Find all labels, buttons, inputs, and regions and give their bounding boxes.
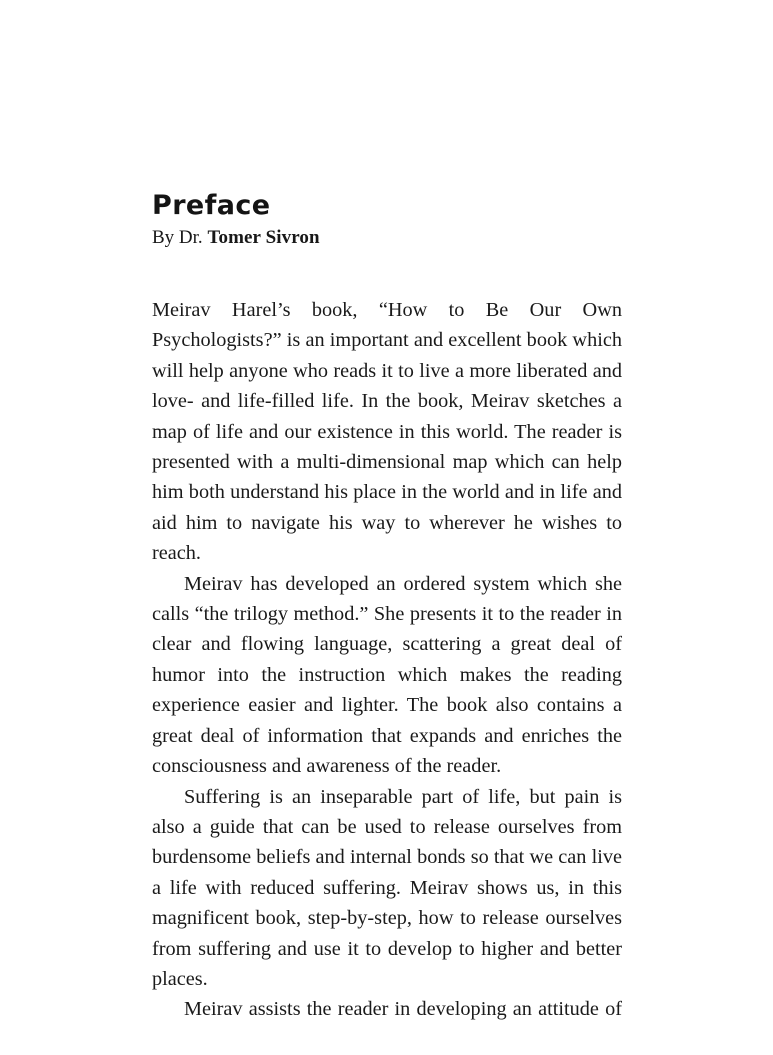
paragraph: Suffering is an inseparable part of life, but pain is also a guide that can be used to release ourselves from burdensome beliefs and internal bonds so that we can live a life with reduced suffering. Meirav shows us, in this magnificent book, step-by-step, how to release ourselves from suffering and use it to develop to higher and better places. bbox=[152, 785, 622, 990]
paragraph: Meirav has developed an ordered system which she calls “the trilogy method.” She presents it to the reader in clear and flowing language, scattering a great deal of humor into the instruction which makes the reading experience easier and lighter. The book also contains a great deal of information that expands and enriches the consciousness and awareness of the reader. bbox=[152, 572, 622, 778]
body-text bbox=[152, 295, 622, 1055]
byline-prefix: By Dr. bbox=[152, 227, 208, 248]
paragraph: Meirav assists the reader in developing an attitude of bbox=[184, 998, 622, 1021]
byline-author-name: Tomer Sivron bbox=[207, 227, 320, 248]
byline bbox=[152, 228, 320, 247]
page-title: Preface bbox=[152, 190, 271, 221]
paragraph: Meirav Harel’s book, “How to Be Our Own Psychologists?” is an important and excellent book which will help anyone who reads it to live a more liberated and love- and life-filled life. In the book, Meirav sketches a map of life and our existence in this world. The reader is presented with a multi-dimensional map which can help him both understand his place in the world and in life and aid him to navigate his way to wherever he wishes to reach. bbox=[152, 299, 622, 565]
